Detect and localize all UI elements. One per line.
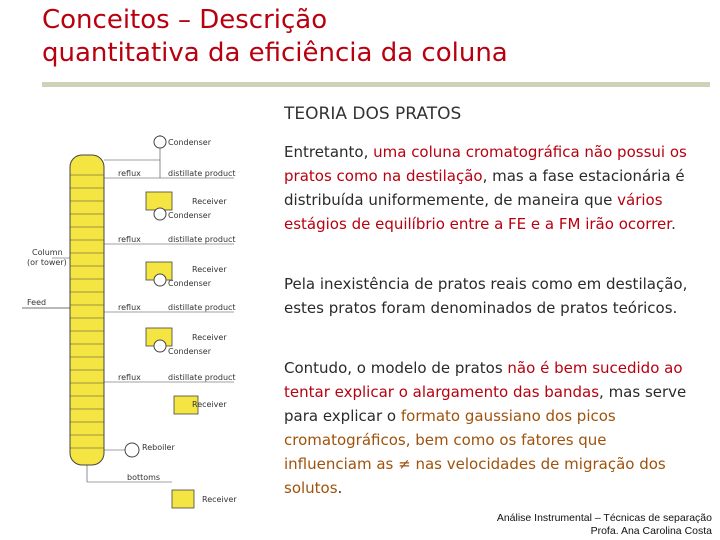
condenser-2-label: Condenser — [168, 211, 211, 220]
condenser-3-label: Condenser — [168, 279, 211, 288]
receiver-2-label: Receiver — [192, 265, 227, 274]
reflux-3-label: reflux — [118, 303, 141, 312]
feed-label: Feed — [27, 298, 47, 307]
footer-course: Análise Instrumental – Técnicas de separação — [496, 512, 712, 524]
title-line-1: Conceitos – Descrição — [42, 5, 328, 35]
p3-text-e: . — [337, 479, 343, 497]
p3-text-a: Contudo, o modelo de pratos — [284, 359, 508, 377]
condenser-4-label: Condenser — [168, 347, 211, 356]
reboiler-label: Reboiler — [142, 443, 175, 452]
distillate-3-label: distillate product — [168, 303, 236, 312]
p3-text-c: , mas serve para explicar o — [284, 383, 687, 425]
receiver-3-label: Receiver — [192, 333, 227, 342]
footer-author: Profa. Ana Carolina Costa — [590, 525, 712, 537]
reflux-2-label: reflux — [118, 235, 141, 244]
column-label-line1: Column — [32, 248, 63, 257]
condenser-3 — [154, 274, 166, 286]
condenser-1-label: Condenser — [168, 138, 211, 147]
p1-text-c: , mas a fase estacionária é distribuída uniformemente, de maneira que — [284, 167, 685, 209]
reboiler — [125, 443, 139, 457]
distillation-column-diagram — [22, 120, 267, 520]
p1-highlight-1: uma coluna cromatográfica não possui os pratos como na destilação — [284, 143, 687, 185]
section-subtitle: TEORIA DOS PRATOS — [284, 104, 462, 124]
condenser-2 — [154, 208, 166, 220]
receiver-5-label: Receiver — [202, 495, 237, 504]
slide-title — [42, 4, 682, 70]
condenser-4 — [154, 340, 166, 352]
column-label-line2: (or tower) — [27, 258, 67, 267]
p1-highlight-2: vários estágios de equilíbrio entre a FE e a FM irão ocorrer — [284, 191, 672, 233]
receiver-4-label: Receiver — [192, 400, 227, 409]
distillate-2-label: distillate product — [168, 235, 236, 244]
p1-text-e: . — [671, 215, 676, 233]
condenser-1 — [154, 136, 166, 148]
receiver-5 — [172, 490, 194, 508]
reflux-1-label: reflux — [118, 169, 141, 178]
paragraph-1 — [284, 140, 689, 236]
paragraph-3 — [284, 356, 689, 500]
paragraph-2: Pela inexistência de pratos reais como em destilação, estes pratos foram denominados de pratos teóricos. — [284, 275, 688, 317]
receiver-1 — [146, 192, 172, 210]
p3-highlight-1: não é bem sucedido ao tentar explicar o alargamento das bandas — [284, 359, 683, 401]
reflux-4-label: reflux — [118, 373, 141, 382]
slide-footer — [497, 512, 712, 538]
distillate-4-label: distillate product — [168, 373, 236, 382]
title-divider — [42, 82, 710, 87]
bottoms-label: bottoms — [127, 473, 161, 482]
title-line-2: quantitativa da eficiência da coluna — [42, 38, 508, 68]
p1-text-a: Entretanto, — [284, 143, 374, 161]
receiver-1-label: Receiver — [192, 197, 227, 206]
distillate-1-label: distillate product — [168, 169, 236, 178]
p3-highlight-2: formato gaussiano dos picos cromatográficos, bem como os fatores que influenciam as ≠ nas velocidades de migração dos solutos — [284, 407, 666, 497]
column-shell — [70, 155, 104, 465]
